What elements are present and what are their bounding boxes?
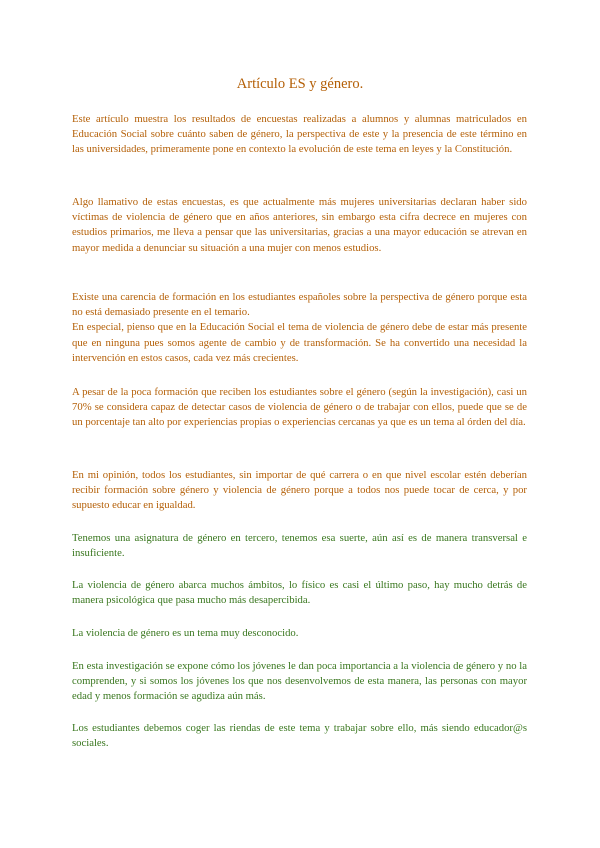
paragraph-3-part-2: En especial, pienso que en la Educación Social el tema de violencia de género debe de estar más presente que en ninguna pues somos agente de cambio y de transformación. Se ha convertido una necesidad la intervención en estos casos, cada vez más crecientes. xyxy=(72,321,527,364)
paragraph-8: La violencia de género es un tema muy desconocido. xyxy=(72,627,299,639)
paragraph-3-part-1: Existe una carencia de formación en los estudiantes españoles sobre la perspectiva de género porque esta no está demasiado presente en el temario. xyxy=(72,291,527,319)
paragraph-4: A pesar de la poca formación que reciben los estudiantes sobre el género (según la investigación), casi un 70% se considera capaz de detectar casos de violencia de género o de trabajar con ellos, puede que se de un porcentaje tan alto por experiencias propias o experiencias cercanas ya que es un tema al órden del día. xyxy=(72,386,527,429)
paragraph-9: En esta investigación se expone cómo los jóvenes le dan poca importancia a la violencia de género y no la comprenden, y si somos los jóvenes los que nos desenvolvemos de esta manera, las personas con mayor edad y menos formación se agudiza aún más. xyxy=(72,660,527,703)
paragraph-3 xyxy=(72,290,527,366)
document-title: Artículo ES y género. xyxy=(236,76,364,92)
paragraph-6: Tenemos una asignatura de género en tercero, tenemos esa suerte, aún así es de manera transversal e insuficiente. xyxy=(72,532,527,560)
paragraph-1: Este artículo muestra los resultados de encuestas realizadas a alumnos y alumnas matriculados en Educación Social sobre cuánto saben de género, la perspectiva de este y la presencia de este término en las universidades, primeramente pone en contexto la evolución de este tema en leyes y la Constitución. xyxy=(72,113,527,156)
paragraph-2: Algo llamativo de estas encuestas, es que actualmente más mujeres universitarias declaran haber sido víctimas de violencia de género que en años anteriores, sin embargo esta cifra decrece en mujeres con estudios primarios, me lleva a pensar que las universitarias, gracias a una mayor educación se atrevan en mayor medida a denunciar su situación a una mujer con menos estudios. xyxy=(72,196,527,254)
paragraph-5: En mi opinión, todos los estudiantes, sin importar de qué carrera o en que nivel escolar estén deberían recibir formación sobre género y violencia de género porque a todos nos puede tocar de cerca, y por supuesto educar en igualdad. xyxy=(72,469,527,512)
paragraph-7: La violencia de género abarca muchos ámbitos, lo físico es casi el último paso, hay mucho detrás de manera psicológica que pasa mucho más desapercibida. xyxy=(72,579,527,607)
paragraph-10: Los estudiantes debemos coger las riendas de este tema y trabajar sobre ello, más siendo educador@s sociales. xyxy=(72,722,527,750)
